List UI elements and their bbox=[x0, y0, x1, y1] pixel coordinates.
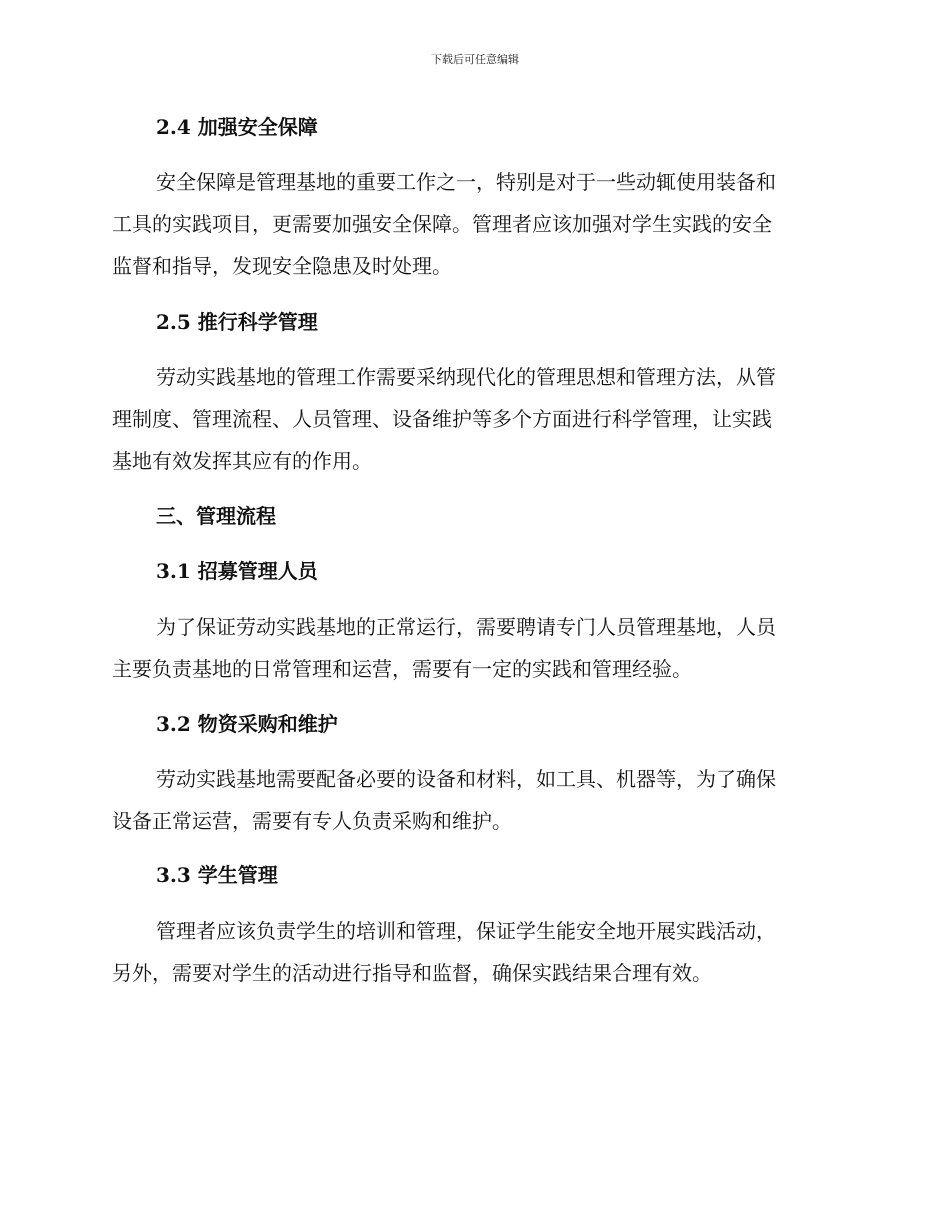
paragraph-line: 另外，需要对学生的活动进行指导和监督，确保实践结果合理有效。 bbox=[112, 961, 712, 985]
paragraph-line: 工具的实践项目，更需要加强安全保障。管理者应该加强对学生实践的安全 bbox=[112, 212, 772, 236]
chapter-heading: 三、管理流程 bbox=[156, 504, 276, 528]
page-header: 下载后可任意编辑 bbox=[431, 53, 519, 66]
paragraph-line: 管理者应该负责学生的培训和管理，保证学生能安全地开展实践活动， bbox=[156, 919, 776, 943]
section-heading: 3.3 学生管理 bbox=[156, 863, 278, 887]
paragraph-line: 劳动实践基地需要配备必要的设备和材料，如工具、机器等，为了确保 bbox=[156, 767, 776, 791]
paragraph-line: 劳动实践基地的管理工作需要采纳现代化的管理思想和管理方法，从管 bbox=[156, 365, 776, 389]
paragraph-line: 理制度、管理流程、人员管理、设备维护等多个方面进行科学管理，让实践 bbox=[112, 407, 772, 431]
paragraph-line: 为了保证劳动实践基地的正常运行，需要聘请专门人员管理基地，人员 bbox=[156, 615, 776, 639]
section-heading: 3.2 物资采购和维护 bbox=[156, 712, 338, 736]
section-heading: 2.4 加强安全保障 bbox=[156, 115, 318, 139]
section-heading: 2.5 推行科学管理 bbox=[156, 310, 318, 334]
paragraph-line: 监督和指导，发现安全隐患及时处理。 bbox=[112, 254, 452, 278]
paragraph-line: 基地有效发挥其应有的作用。 bbox=[112, 449, 372, 473]
section-heading: 3.1 招募管理人员 bbox=[156, 559, 318, 583]
paragraph-line: 设备正常运营，需要有专人负责采购和维护。 bbox=[112, 809, 512, 833]
paragraph-line: 主要负责基地的日常管理和运营，需要有一定的实践和管理经验。 bbox=[112, 657, 692, 681]
paragraph-line: 安全保障是管理基地的重要工作之一，特别是对于一些动辄使用装备和 bbox=[156, 170, 776, 194]
